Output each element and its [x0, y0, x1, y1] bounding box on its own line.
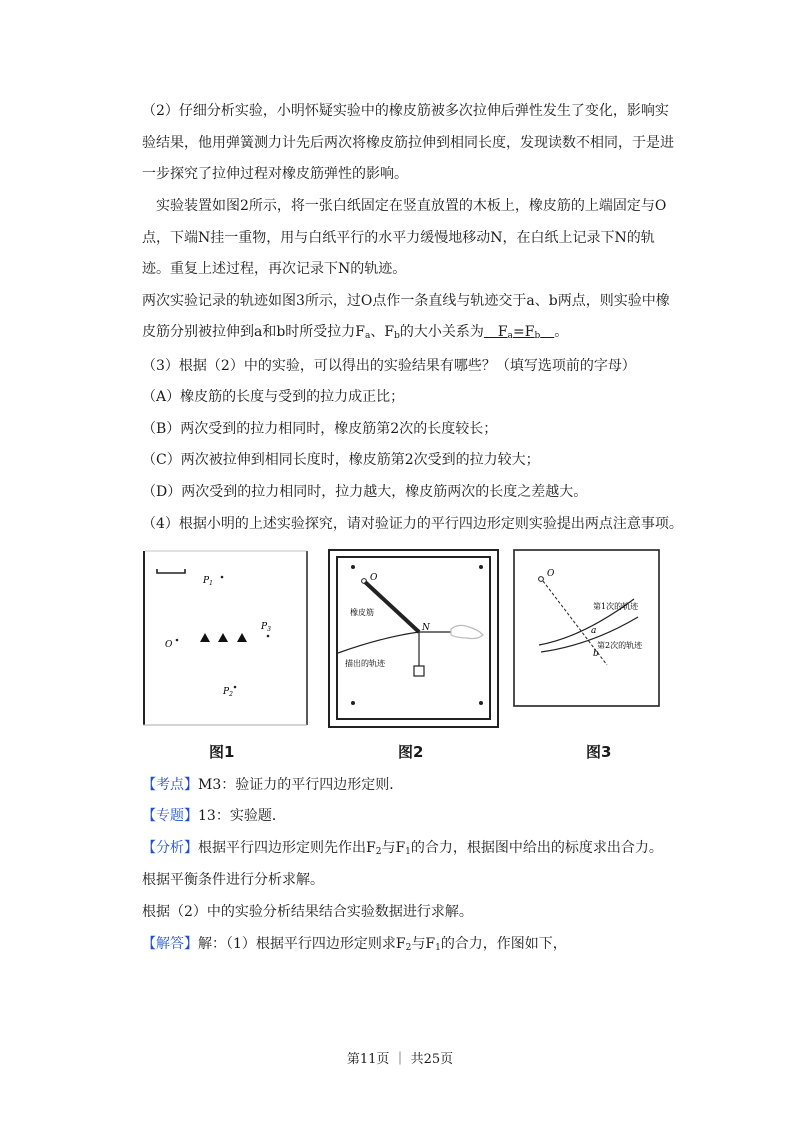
label-a: a: [591, 626, 597, 636]
kaodian-line: [142, 775, 403, 795]
q3-stem: （3）根据（2）中的实验，可以得出的实验结果有哪些？（填写选项前的字母）: [142, 358, 636, 374]
subscript: a: [365, 331, 371, 341]
subscript: a: [507, 331, 513, 341]
subscript: 2: [405, 943, 412, 953]
label-n: N: [422, 623, 430, 633]
triangle-marker: [218, 633, 228, 642]
subscript: 2: [375, 847, 382, 857]
label-o: O: [370, 573, 378, 583]
q2-stem-text: 的大小关系为: [399, 324, 484, 340]
figure-1-diagram: [143, 549, 308, 727]
rubber-band: [365, 582, 419, 632]
subscript: b: [534, 331, 541, 341]
q4-stem: （4）根据小明的上述实验探究，请对验证力的平行四边形定则实验提出两点注意事项。: [142, 516, 683, 532]
q2-paragraph-3-line-1: 两次实验记录的轨迹如图3所示，过O点作一条直线与轨迹交于a、b两点，则实验中橡: [142, 293, 670, 309]
q3-option-c: （C）两次被拉伸到相同长度时，橡皮筋第2次受到的拉力较大；: [142, 452, 540, 468]
subscript: 1: [405, 847, 411, 857]
triangle-marker: [237, 633, 247, 642]
figure-2-diagram: [328, 549, 499, 729]
q2-stem-text: 。: [554, 324, 569, 340]
q3-option-b: （B）两次受到的拉力相同时，橡皮筋第2次的长度较长；: [142, 421, 498, 437]
q3-option-a: （A）橡皮筋的长度与受到的拉力成正比；: [142, 389, 405, 405]
kaodian-text: M3：验证力的平行四边形定则．: [198, 777, 404, 793]
fenxi-line: [142, 838, 663, 862]
label-p3: $P_3$: [261, 622, 271, 633]
q2-stem-text: 皮筋分别被拉伸到a和b时所受拉力F: [142, 324, 366, 340]
zhuanti-tag: 【专题】: [142, 808, 198, 824]
figure-3-caption: 图3: [586, 743, 612, 761]
figure-3: [513, 549, 660, 727]
q2-paragraph-2: 实验装置如图2所示，将一张白纸固定在竖直放置的木板上，橡皮筋的上端固定与O点，下端N挂一重物，用与白纸平行的水平力缓慢地移动N，在白纸上记录下N的轨迹。重复上述过程，再次记录下N的轨迹。: [142, 198, 667, 277]
zhuanti-text: 13：实验题．: [198, 808, 286, 824]
trace-curve: [338, 632, 419, 653]
weight-block: [414, 666, 424, 676]
figure-1-caption: 图1: [209, 743, 235, 761]
fenxi-text: 的合力，根据图中给出的标度求出合力。: [410, 840, 663, 856]
triangle-marker: [200, 633, 210, 642]
label-b: b: [593, 649, 599, 659]
label-o: O: [165, 640, 173, 650]
figure-1: [143, 549, 308, 727]
figure-2: [328, 549, 499, 727]
fenxi-line-3: 根据（2）中的实验分析结果结合实验数据进行求解。: [142, 904, 473, 920]
label-p1: $P_1$: [203, 576, 213, 587]
fenxi-text: 根据平行四边形定则先作出F: [198, 840, 376, 856]
label-first-trace: 第1次的轨迹: [593, 602, 639, 611]
zhuanti-line: [142, 806, 286, 826]
jieda-text: 与F: [411, 936, 436, 952]
q3-option-d: （D）两次受到的拉力相同时，拉力越大，橡皮筋两次的长度之差越大。: [142, 484, 588, 500]
page-footer: 第11页 ｜ 共25页: [346, 1052, 454, 1067]
figure-3-diagram: [513, 549, 660, 707]
jieda-line: [142, 934, 567, 958]
label-o: O: [547, 569, 555, 579]
jieda-text: 解：（1）根据平行四边形定则求F: [198, 936, 406, 952]
answer-part: =F: [512, 324, 535, 340]
answer-part: F: [497, 324, 508, 340]
jieda-text: 的合力，作图如下，: [440, 936, 567, 952]
label-second-trace: 第2次的轨迹: [597, 641, 643, 650]
figure-2-caption: 图2: [398, 743, 424, 761]
label-p2: $P_2$: [223, 687, 233, 698]
kaodian-tag: 【考点】: [142, 777, 198, 793]
fenxi-tag: 【分析】: [142, 840, 198, 856]
label-trace: 描出的轨迹: [345, 659, 385, 668]
fenxi-line-2: 根据平衡条件进行分析求解。: [142, 872, 324, 888]
subscript: b: [394, 331, 400, 341]
q2-paragraph-1: （2）仔细分析实验，小明怀疑实验中的橡皮筋被多次拉伸后弹性发生了变化，影响实验结果，他用弹簧测力计先后两次将橡皮筋拉伸到相同长度，发现读数不相同，于是进一步探究了拉伸过程对橡皮筋弹性的影响。: [142, 103, 674, 182]
fenxi-text: 与F: [381, 840, 406, 856]
q2-answer: [484, 324, 554, 340]
q2-stem-text: 、F: [370, 324, 395, 340]
jieda-tag: 【解答】: [142, 936, 198, 952]
label-rubber-band: 橡皮筋: [350, 608, 374, 617]
hand-icon: [451, 625, 483, 638]
subscript: 1: [435, 943, 441, 953]
q2-paragraph-3-line-2: [142, 322, 568, 346]
